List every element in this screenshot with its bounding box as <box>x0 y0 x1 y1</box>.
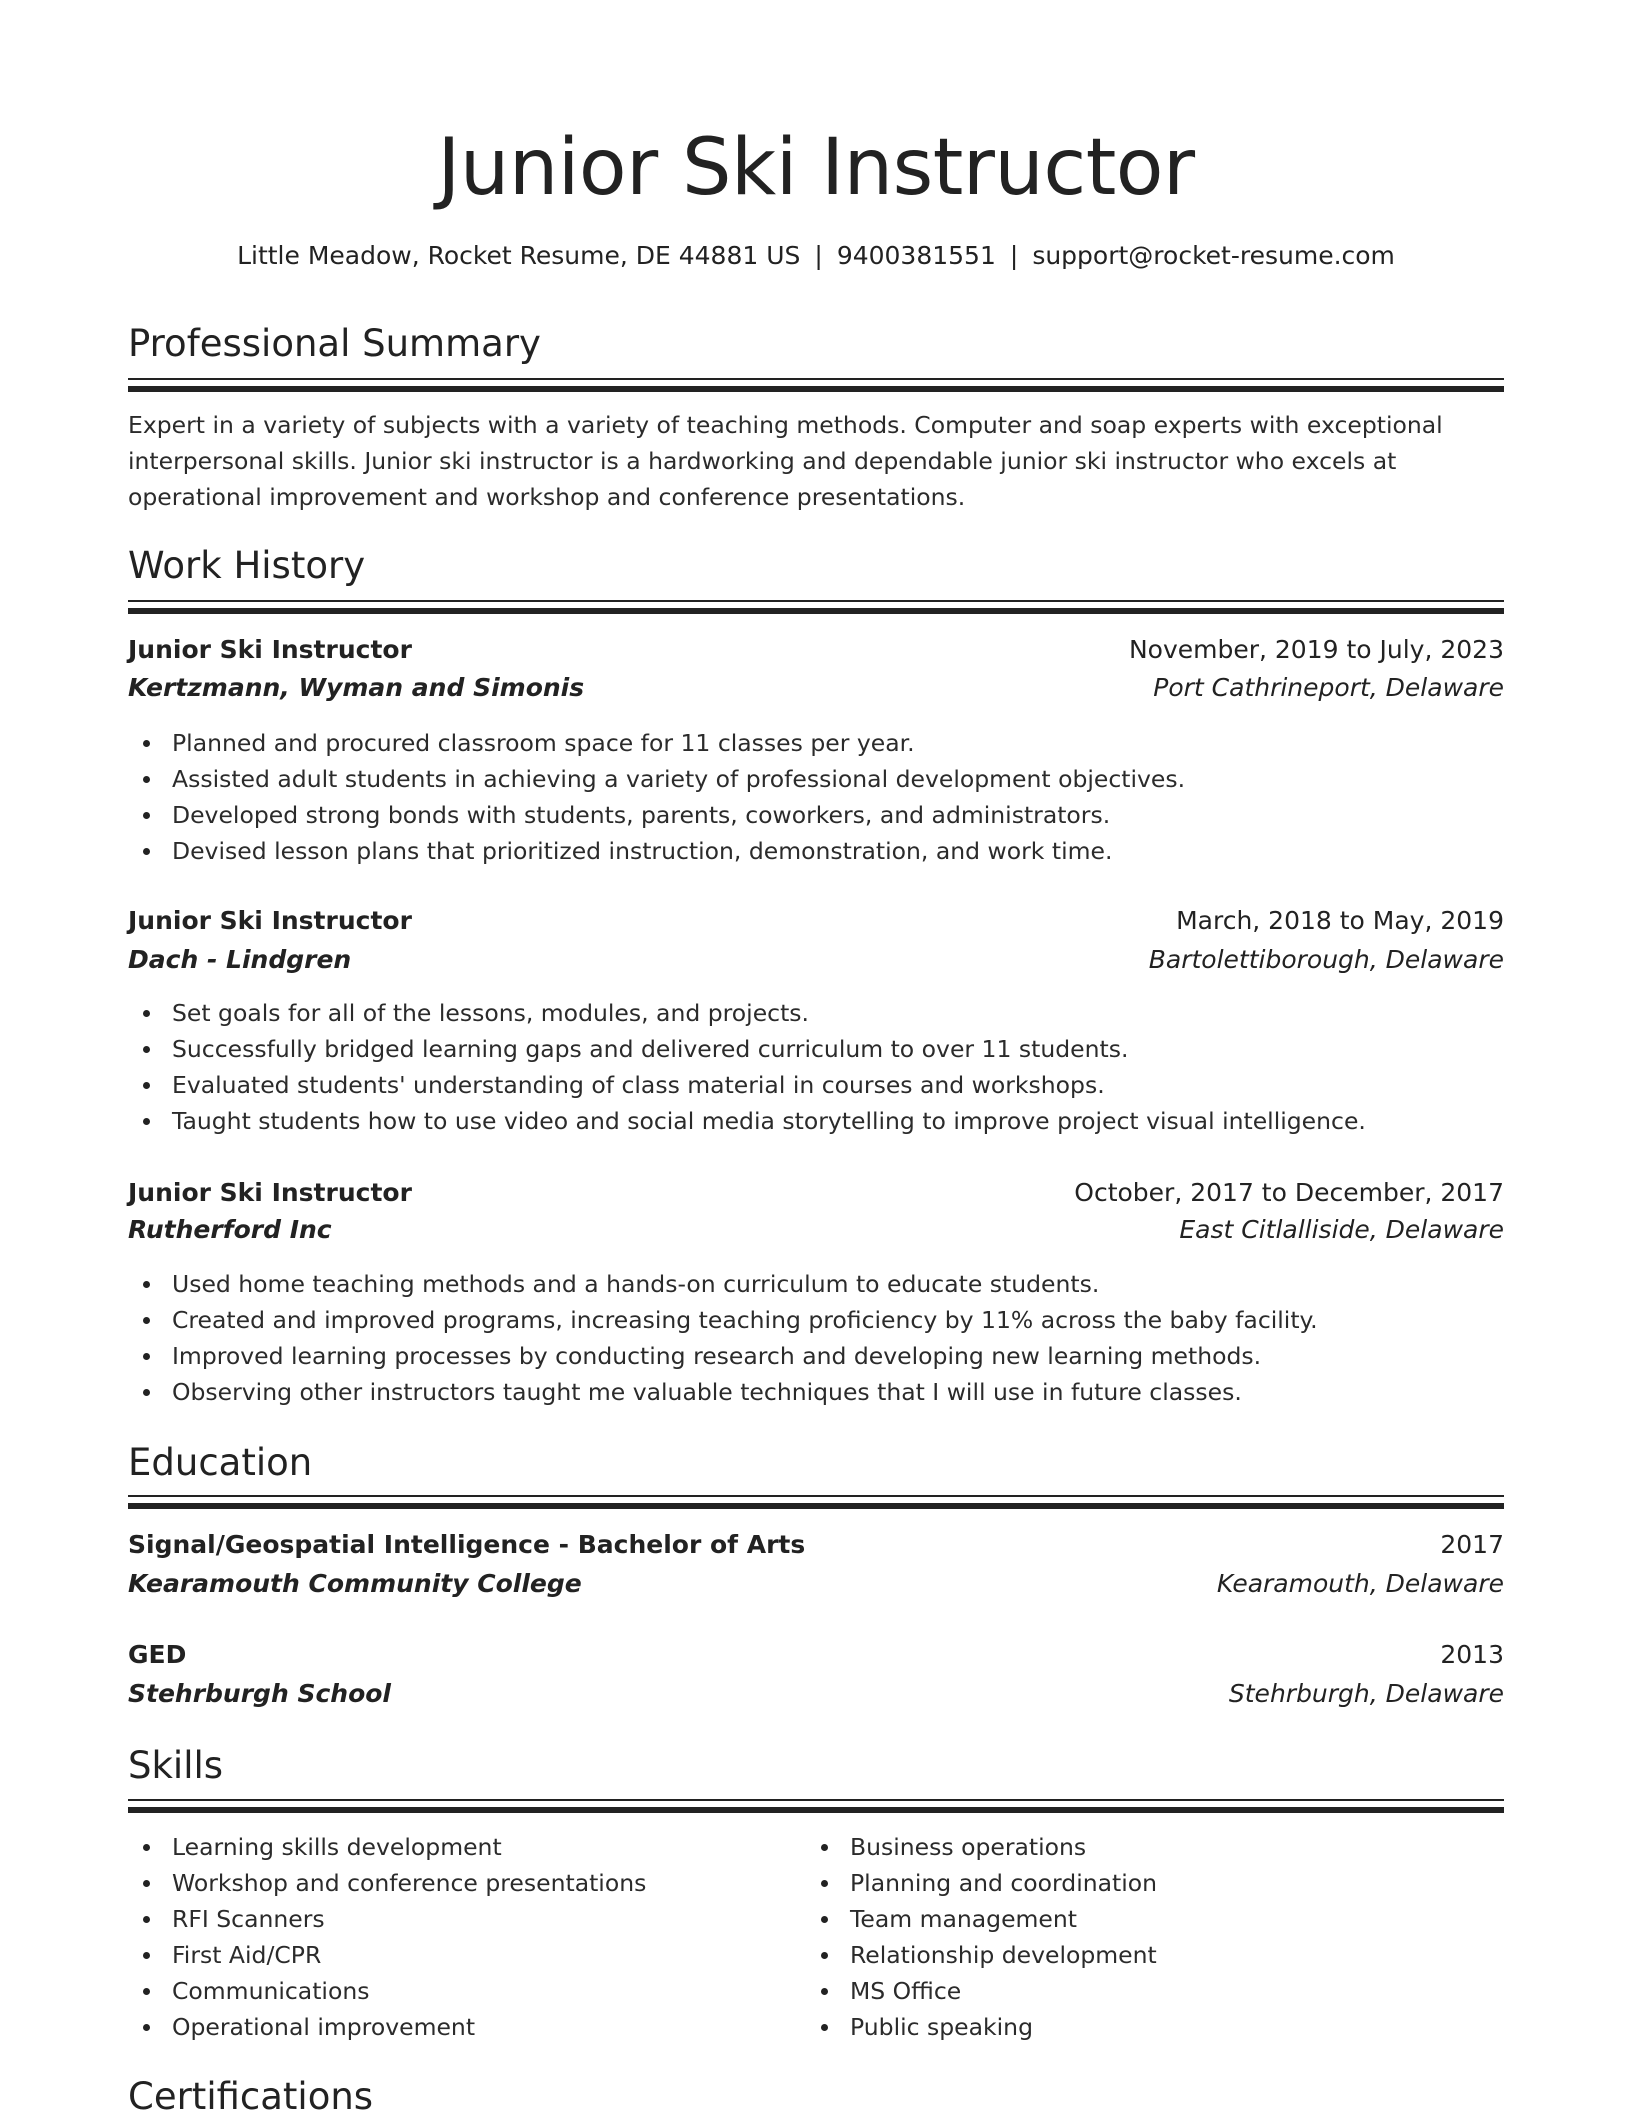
education-school: Stehrburgh School <box>128 1679 392 1708</box>
job-dates: November, 2019 to July, 2023 <box>1128 635 1504 664</box>
skills-list-left <box>128 1829 646 2045</box>
job-location: Bartolettiborough, Delaware <box>1148 945 1504 974</box>
education-degree: Signal/Geospatial Intelligence - Bachelor of Arts <box>128 1530 806 1559</box>
skill-item: Operational improvement <box>128 2009 646 2045</box>
list-item: Developed strong bonds with students, parents, coworkers, and administrators. <box>128 797 1185 833</box>
list-item: Successfully bridged learning gaps and delivered curriculum to over 11 students. <box>128 1031 1366 1067</box>
section-title-work-history: Work History <box>128 544 366 587</box>
job-company: Rutherford Inc <box>128 1215 332 1244</box>
job-title: Junior Ski Instructor <box>128 1178 412 1207</box>
list-item: Assisted adult students in achieving a variety of professional development objectives. <box>128 761 1185 797</box>
contact-separator: | <box>814 241 823 270</box>
skill-item: MS Office <box>806 1973 1157 2009</box>
job-bullets <box>128 1266 1318 1410</box>
contact-line <box>128 238 1504 274</box>
skills-list-right <box>806 1829 1157 2045</box>
skill-item: Planning and coordination <box>806 1865 1157 1901</box>
education-school-row <box>128 1675 1504 1713</box>
list-item: Devised lesson plans that prioritized instruction, demonstration, and work time. <box>128 833 1185 869</box>
summary-line: interpersonal skills. Junior ski instructor is a hardworking and dependable junior ski instructor who excels at <box>128 447 1397 475</box>
job-company-row <box>128 669 1504 707</box>
section-divider <box>128 1799 1504 1812</box>
education-location: Kearamouth, Delaware <box>1216 1569 1504 1598</box>
section-title-summary: Professional Summary <box>128 322 541 365</box>
section-title-education: Education <box>128 1441 313 1484</box>
skill-item: Relationship development <box>806 1937 1157 1973</box>
summary-line: Expert in a variety of subjects with a variety of teaching methods. Computer and soap experts with exceptional <box>128 411 1443 439</box>
skill-item: Workshop and conference presentations <box>128 1865 646 1901</box>
skill-item: Learning skills development <box>128 1829 646 1865</box>
job-location: East Citlalliside, Delaware <box>1179 1215 1504 1244</box>
job-title: Junior Ski Instructor <box>128 906 412 935</box>
education-school-row <box>128 1565 1504 1603</box>
section-divider <box>128 1495 1504 1508</box>
job-header <box>128 631 1504 669</box>
section-title-certifications: Certifications <box>128 2075 374 2118</box>
list-item: Created and improved programs, increasing teaching proficiency by 11% across the baby facility. <box>128 1302 1318 1338</box>
job-bullets <box>128 725 1185 869</box>
skill-item: First Aid/CPR <box>128 1937 646 1973</box>
summary-line: operational improvement and workshop and conference presentations. <box>128 483 966 511</box>
contact-phone: 9400381551 <box>836 241 996 270</box>
job-header <box>128 902 1504 940</box>
job-bullets <box>128 995 1366 1139</box>
job-company: Kertzmann, Wyman and Simonis <box>128 673 585 702</box>
candidate-name: Junior Ski Instructor <box>437 123 1195 213</box>
job-header <box>128 1174 1504 1212</box>
education-header <box>128 1526 1504 1564</box>
list-item: Taught students how to use video and social media storytelling to improve project visual intelligence. <box>128 1103 1366 1139</box>
list-item: Improved learning processes by conducting research and developing new learning methods. <box>128 1338 1318 1374</box>
job-location: Port Cathrineport, Delaware <box>1153 673 1504 702</box>
job-dates: October, 2017 to December, 2017 <box>1074 1178 1504 1207</box>
skill-item: Team management <box>806 1901 1157 1937</box>
education-degree: GED <box>128 1640 187 1669</box>
education-year: 2013 <box>1440 1640 1504 1669</box>
summary-text <box>128 407 1504 515</box>
skill-item: Public speaking <box>806 2009 1157 2045</box>
skill-item: RFI Scanners <box>128 1901 646 1937</box>
section-title-skills: Skills <box>128 1744 224 1787</box>
list-item: Used home teaching methods and a hands-on curriculum to educate students. <box>128 1266 1318 1302</box>
job-company: Dach - Lindgren <box>128 945 352 974</box>
section-divider <box>128 600 1504 613</box>
contact-email: support@rocket-resume.com <box>1032 241 1395 270</box>
job-company-row <box>128 941 1504 979</box>
education-location: Stehrburgh, Delaware <box>1228 1679 1504 1708</box>
list-item: Evaluated students' understanding of class material in courses and workshops. <box>128 1067 1366 1103</box>
contact-separator: | <box>1009 241 1019 270</box>
job-dates: March, 2018 to May, 2019 <box>1176 906 1504 935</box>
list-item: Planned and procured classroom space for 11 classes per year. <box>128 725 1185 761</box>
job-company-row <box>128 1211 1504 1249</box>
skill-item: Communications <box>128 1973 646 2009</box>
education-header <box>128 1636 1504 1674</box>
list-item: Observing other instructors taught me valuable techniques that I will use in future classes. <box>128 1374 1318 1410</box>
skill-item: Business operations <box>806 1829 1157 1865</box>
education-school: Kearamouth Community College <box>128 1569 582 1598</box>
job-title: Junior Ski Instructor <box>128 635 412 664</box>
contact-address: Little Meadow, Rocket Resume, DE 44881 US <box>237 241 801 270</box>
section-divider <box>128 378 1504 391</box>
education-year: 2017 <box>1440 1530 1504 1559</box>
list-item: Set goals for all of the lessons, modules, and projects. <box>128 995 1366 1031</box>
